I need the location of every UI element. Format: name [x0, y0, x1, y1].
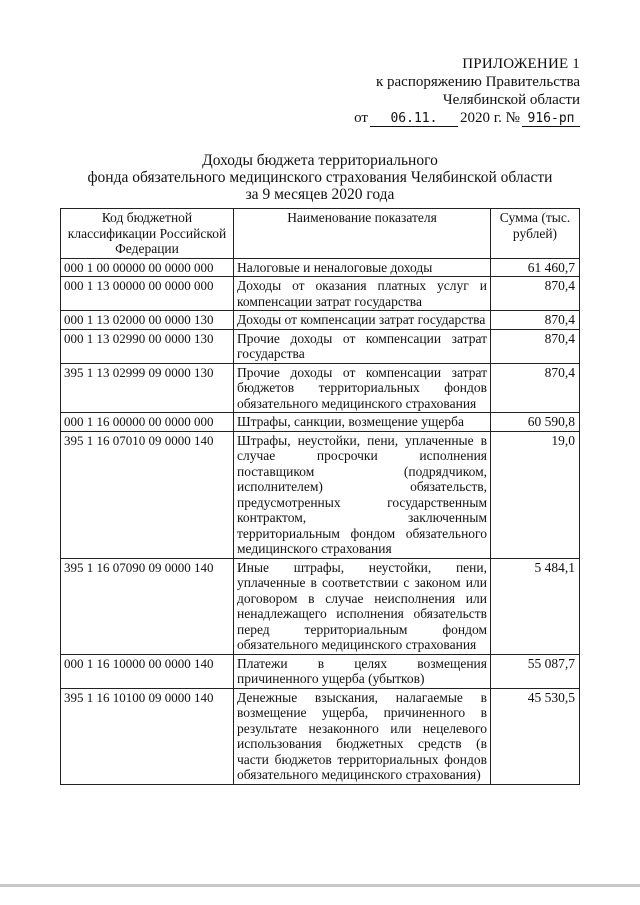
row-code: 395 1 16 07090 09 0000 140: [61, 558, 234, 654]
row-code: 395 1 16 07010 09 0000 140: [61, 431, 234, 558]
table-row: [61, 558, 580, 654]
row-code: 395 1 13 02999 09 0000 130: [61, 363, 234, 413]
row-name: Доходы от компенсации затрат государства: [234, 311, 491, 330]
row-name: Штрафы, неустойки, пени, уплаченные в случае просрочки исполнения поставщиком (подрядчиком, исполнителем) обязательств, предусмотренных государственным контрактом, заключенным территориальным фондом обязательного медицинского страхования: [234, 431, 491, 558]
order-line: [354, 109, 580, 127]
row-name: Денежные взыскания, налагаемые в возмещение ущерба, причиненного в результате незаконного или нецелевого использования бюджетных средств (в части бюджетов территориальных фондов обязательного медицинского страхования): [234, 688, 491, 784]
row-sum: 55 087,7: [491, 654, 580, 688]
table-row: [61, 654, 580, 688]
title-line-1: Доходы бюджета территориального: [202, 152, 438, 169]
header-sum: Сумма (тыс. рублей): [491, 209, 580, 259]
row-sum: 45 530,5: [491, 688, 580, 784]
appendix-line-2: к распоряжению Правительства: [375, 74, 580, 90]
appendix-title: ПРИЛОЖЕНИЕ 1: [462, 56, 580, 72]
row-name: Иные штрафы, неустойки, пени, уплаченные в соответствии с законом или договором в случае неисполнения или ненадлежащего исполнения обязательств перед территориальным фондом обязательного медицинского страхования: [234, 558, 491, 654]
header-code: Код бюджетной классификации Российской Федерации: [61, 209, 234, 259]
from-label: от: [354, 110, 368, 126]
header-name: Наименование показателя: [234, 209, 491, 259]
appendix-line-3: Челябинской области: [442, 92, 580, 108]
table-row: [61, 363, 580, 413]
order-number: 916-рп: [522, 112, 580, 127]
year-text: 2020 г. №: [459, 110, 520, 126]
row-code: 000 1 16 00000 00 0000 000: [61, 413, 234, 432]
row-name: Налоговые и неналоговые доходы: [234, 258, 491, 277]
row-name: Доходы от оказания платных услуг и компенсации затрат государства: [234, 277, 491, 311]
row-sum: 870,4: [491, 277, 580, 311]
table-row: [61, 277, 580, 311]
row-code: 000 1 16 10000 00 0000 140: [61, 654, 234, 688]
table-header-row: [61, 209, 580, 259]
income-table: [60, 208, 580, 785]
row-sum: 870,4: [491, 311, 580, 330]
row-sum: 19,0: [491, 431, 580, 558]
table-row: [61, 311, 580, 330]
row-name: Прочие доходы от компенсации затрат государства: [234, 329, 491, 363]
title-line-2: фонда обязательного медицинского страхования Челябинской области: [87, 169, 553, 186]
row-sum: 870,4: [491, 329, 580, 363]
row-sum: 870,4: [491, 363, 580, 413]
row-code: 000 1 13 02990 00 0000 130: [61, 329, 234, 363]
table-row: [61, 431, 580, 558]
table-row: [61, 413, 580, 432]
table-row: [61, 329, 580, 363]
row-name: Штрафы, санкции, возмещение ущерба: [234, 413, 491, 432]
table-row: [61, 258, 580, 277]
order-date: 06.11.: [370, 112, 458, 127]
row-code: 000 1 13 00000 00 0000 000: [61, 277, 234, 311]
row-code: 000 1 00 00000 00 0000 000: [61, 258, 234, 277]
row-sum: 5 484,1: [491, 558, 580, 654]
row-name: Платежи в целях возмещения причиненного ущерба (убытков): [234, 654, 491, 688]
row-sum: 60 590,8: [491, 413, 580, 432]
row-sum: 61 460,7: [491, 258, 580, 277]
scan-artifact-line: [0, 884, 640, 887]
table-row: [61, 688, 580, 784]
row-code: 395 1 16 10100 09 0000 140: [61, 688, 234, 784]
document-title: [0, 152, 640, 203]
title-line-3: за 9 месяцев 2020 года: [245, 186, 395, 203]
row-code: 000 1 13 02000 00 0000 130: [61, 311, 234, 330]
row-name: Прочие доходы от компенсации затрат бюджетов территориальных фондов обязательного медицинского страхования: [234, 363, 491, 413]
appendix-header: [354, 55, 580, 127]
